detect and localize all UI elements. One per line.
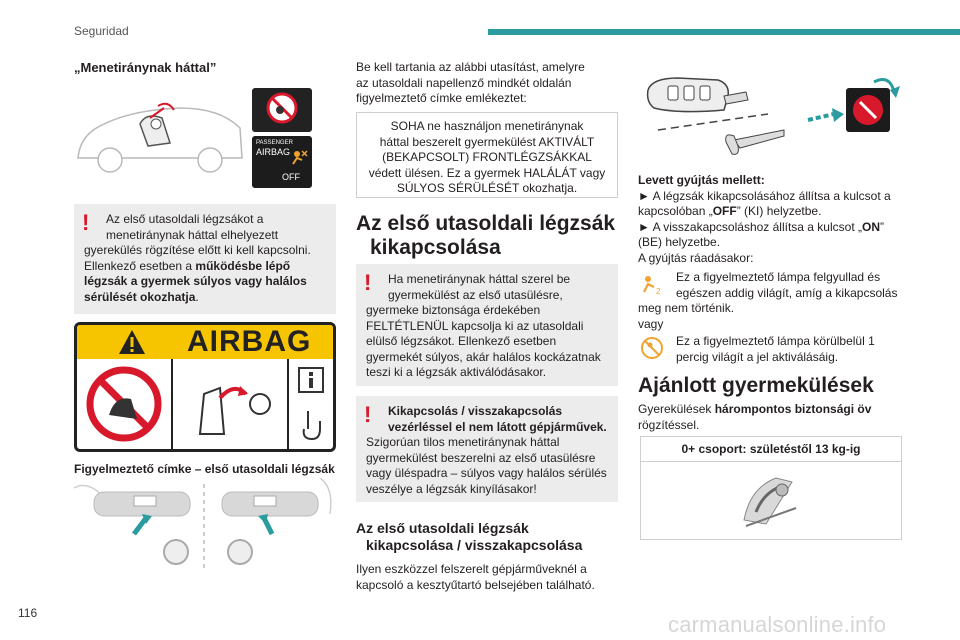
group-0plus-box (640, 436, 902, 540)
lamp-label-passenger: PASSENGER (256, 140, 293, 146)
airbag-label-header (77, 325, 333, 359)
lamp-text: egészen addig világít, amíg a kikapcsolás (676, 285, 898, 300)
section-title-deactivation (356, 212, 615, 260)
warning-box-rear-facing (74, 204, 336, 314)
lamp2-text (676, 334, 908, 365)
section-header: Seguridad (74, 24, 129, 38)
warning-text-bold: vezérléssel el nem látott gépjárművek. (388, 419, 607, 434)
watermark: carmanualsonline.info (668, 612, 887, 637)
lamp-label-airbag: AIRBAG (256, 147, 291, 157)
warning-icon: ! (82, 210, 90, 235)
ignition-off-section (638, 173, 908, 266)
warning-box-deactivate (356, 264, 618, 386)
intro-text (356, 60, 618, 107)
warning-text: Szigorúan tilos menetiránynak háttal (366, 435, 560, 449)
svg-text:2: 2 (656, 287, 661, 296)
warning-text: gyerekülés rögzítése előtt ki kell kapcsolni. (84, 243, 311, 257)
key-switch-illustration (638, 70, 902, 168)
airbag-off-lamp-icon (640, 336, 664, 360)
lamp1-text (676, 270, 908, 301)
airbag-off-warning-icon (290, 148, 308, 166)
warning-text: elülső légzsákot. Ellenkező esetben (366, 334, 557, 348)
boxed-warning-line: SÚLYOS SÉRÜLÉSÉT okozhatja. (396, 181, 578, 195)
no-rear-facing-seat-icon (77, 359, 173, 449)
warning-text: FELTÉTLENÜL kapcsolja ki az utasoldali (366, 318, 584, 333)
section-title-line: Az első utasoldali légzsák (356, 212, 616, 235)
intro-line: figyelmeztető címke emlékeztet: (356, 91, 527, 105)
ignition-off-heading: Levett gyújtás mellett: (638, 173, 765, 187)
group-title: 0+ csoport: születéstől 13 kg-ig (641, 437, 901, 462)
warning-text: menetiránynak háttal elhelyezett (106, 227, 279, 242)
subsection-title-line: kikapcsolása / visszakapcsolása (366, 537, 583, 553)
body-line: kapcsoló a kesztyűtartó belsejében található. (356, 577, 595, 592)
warning-text-part: Ellenkező esetben a (84, 258, 193, 273)
instruction-text: A visszakapcsoláshoz állítsa a kulcsot „ (652, 219, 862, 234)
recommended-text (638, 402, 908, 433)
airbag-warning-label (74, 322, 336, 452)
airbag-deployment-icon (173, 359, 289, 449)
boxed-warning-line: háttal beszerelt gyermekülést AKTIVÁLT (379, 134, 595, 149)
bullet-arrow: ► (638, 188, 650, 203)
sun-visor-label-illustration (72, 478, 336, 574)
passenger-airbag-sticker-icon (252, 88, 312, 132)
body-text: rögzítéssel. (638, 417, 700, 432)
hazard-triangle-icon (117, 328, 147, 356)
heading-rear-facing: „Menetiránynak háttal” (74, 60, 217, 75)
lamp-text: Ez a figyelmeztető lámpa körülbelül 1 (676, 334, 875, 348)
boxed-warning-line: védett ülésen. Ez a gyermek HALÁLÁT vagy (368, 165, 606, 180)
read-manual-icon (289, 359, 333, 449)
warning-text-bold: légzsák a gyermek súlyos vagy halálos (84, 274, 307, 288)
lamp1-text-cont (638, 301, 908, 332)
warning-text: teszi ki a légzsák aktiválódásakor. (366, 365, 547, 379)
instruction-bold: OFF (712, 204, 737, 218)
instruction-bold: ON (862, 219, 880, 234)
bullet-arrow: ► (638, 219, 650, 234)
warning-text (84, 259, 328, 275)
instruction-text: A légzsák kikapcsolásához állítsa a kulcsot a (652, 188, 891, 203)
section-title-line: kikapcsolása (370, 236, 501, 259)
caption-warning-label: Figyelmeztető címke – első utasoldali légzsák (74, 462, 335, 476)
baby-seat-illustration (641, 462, 901, 530)
boxed-warning-line: SOHA ne használjon menetiránynak (390, 119, 584, 133)
body-line: Ilyen eszközzel felszerelt gépjárműveknél a (356, 562, 587, 576)
warning-text: Ha menetiránynak háttal szerel be (388, 272, 571, 286)
switch-location-text (356, 562, 618, 593)
body-text: Gyerekülések (638, 402, 712, 416)
warning-text: gyermekét súlyos, akár halálos kockázatnak (366, 349, 601, 364)
warning-text: gyermeke biztonsága érdekében (366, 303, 541, 317)
boxed-warning-never-use (356, 112, 618, 198)
lamp-label-off: OFF (282, 172, 300, 182)
warning-text: gyermekülést az első utasülésre, (388, 287, 563, 302)
boxed-warning-line: (BEKAPCSOLT) FRONTLÉGZSÁKKAL (382, 150, 592, 164)
warning-text-bold: Kikapcsolás / visszakapcsolás (388, 404, 563, 418)
ignition-on-heading: A gyújtás ráadásakor: (638, 250, 754, 265)
subsection-title-line: Az első utasoldali légzsák (356, 520, 529, 536)
warning-text: Az első utasoldali légzsákot a (106, 212, 264, 226)
page-number: 116 (18, 606, 38, 620)
warning-icon: ! (364, 270, 372, 295)
warning-text-bold: működésbe lépő (195, 258, 291, 273)
lamp-text: Ez a figyelmeztető lámpa felgyullad és (676, 270, 881, 284)
warning-icon: ! (364, 402, 372, 427)
instruction-text: kapcsolóban „ (638, 204, 713, 218)
airbag-on-lamp-icon (640, 272, 664, 296)
instruction-text: (BE) helyzetbe. (638, 235, 721, 249)
body-bold: hárompontos biztonsági öv (714, 402, 872, 416)
car-rear-facing-seat-illustration (70, 88, 248, 178)
header-rule (488, 29, 960, 35)
or-text: vagy (638, 316, 664, 331)
warning-text: vagy üléspadra – súlyos vagy halálos sérülés (366, 466, 607, 480)
intro-line: az utasoldali napellenző mindkét oldalán (356, 75, 572, 90)
instruction-text: ” (KI) helyzetbe. (736, 204, 822, 218)
warning-text: gyermekülést beszerelni az első utasülésre (366, 450, 596, 465)
warning-text: veszélye a légzsák kinyílásakor! (366, 481, 537, 496)
warning-box-no-switch (356, 396, 618, 502)
warning-text-part: . (195, 289, 199, 304)
airbag-label-title: AIRBAG (187, 325, 312, 358)
passenger-airbag-off-lamp (252, 136, 312, 188)
section-title-recommended: Ajánlott gyermekülések (638, 374, 874, 397)
instruction-text: ” (880, 219, 884, 234)
subsection-title-switch (356, 520, 582, 554)
lamp-text: meg nem történik. (638, 301, 735, 315)
intro-line: Be kell tartania az alábbi utasítást, amelyre (356, 60, 585, 74)
warning-text-bold: sérülését okozhatja (84, 289, 196, 304)
lamp-text: percig világít a jel aktiválásáig. (676, 349, 839, 364)
